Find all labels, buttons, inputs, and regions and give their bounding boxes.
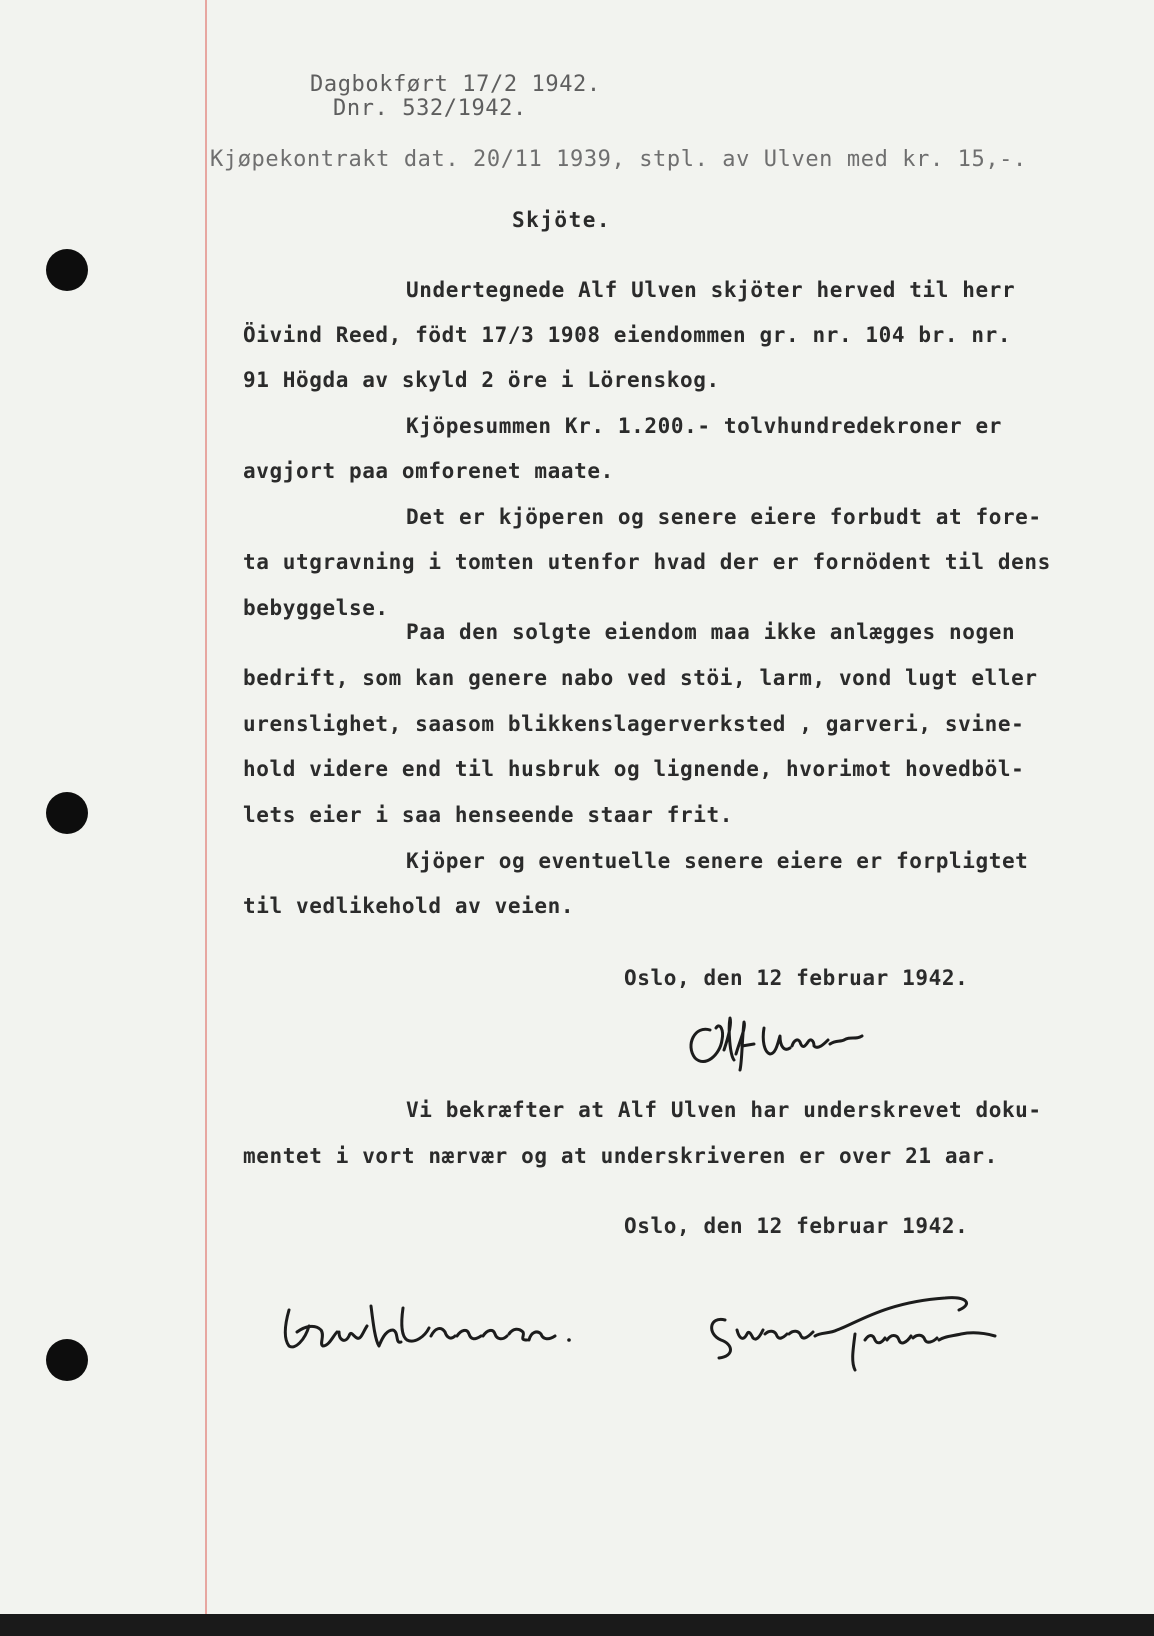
body-line: Undertegnede Alf Ulven skjöter herved til herr xyxy=(406,278,1016,302)
body-line: til vedlikehold av veien. xyxy=(243,894,575,918)
body-line: Öivind Reed, födt 17/3 1908 eiendommen gr. nr. 104 br. nr. xyxy=(243,323,1012,347)
registry-number-line: Dnr. 532/1942. xyxy=(333,96,527,121)
seller-signature xyxy=(680,1010,880,1080)
body-line: bedrift, som kan genere nabo ved stöi, larm, vond lugt eller xyxy=(243,666,1038,690)
body-line: ta utgravning i tomten utenfor hvad der er fornödent til dens xyxy=(243,550,1051,574)
body-line: Det er kjöperen og senere eiere forbudt at fore- xyxy=(406,505,1042,529)
document-title: Skjöte. xyxy=(512,208,612,232)
witness-line: mentet i vort nærvær og at underskriveren er over 21 aar. xyxy=(243,1144,998,1168)
body-line: 91 Högda av skyld 2 öre i Lörenskog. xyxy=(243,368,720,392)
body-line: bebyggelse. xyxy=(243,596,389,620)
margin-rule xyxy=(205,0,207,1614)
place-date-line: Oslo, den 12 februar 1942. xyxy=(624,966,969,990)
body-line: urenslighet, saasom blikkenslagerverksted , garveri, svine- xyxy=(243,712,1025,736)
witness-line: Vi bekræfter at Alf Ulven har underskrevet doku- xyxy=(406,1098,1042,1122)
body-line: Paa den solgte eiendom maa ikke anlægges nogen xyxy=(406,620,1016,644)
body-line: avgjort paa omforenet maate. xyxy=(243,459,614,483)
body-line: Kjöper og eventuelle senere eiere er forpligtet xyxy=(406,849,1029,873)
punch-hole-top xyxy=(46,249,88,291)
body-line: lets eier i saa henseende staar frit. xyxy=(243,803,733,827)
witness-1-signature xyxy=(275,1296,605,1366)
place-date-line: Oslo, den 12 februar 1942. xyxy=(624,1214,969,1238)
subject-line: Kjøpekontrakt dat. 20/11 1939, stpl. av Ulven med kr. 15,-. xyxy=(210,147,1027,172)
body-line: hold videre end til husbruk og lignende, hvorimot hovedböl- xyxy=(243,757,1025,781)
punch-hole-middle xyxy=(46,792,88,834)
registry-entry-line: Dagbokført 17/2 1942. xyxy=(310,72,601,97)
body-line: Kjöpesummen Kr. 1.200.- tolvhundredekroner er xyxy=(406,414,1002,438)
witness-2-signature xyxy=(705,1290,1015,1380)
punch-hole-bottom xyxy=(46,1339,88,1381)
